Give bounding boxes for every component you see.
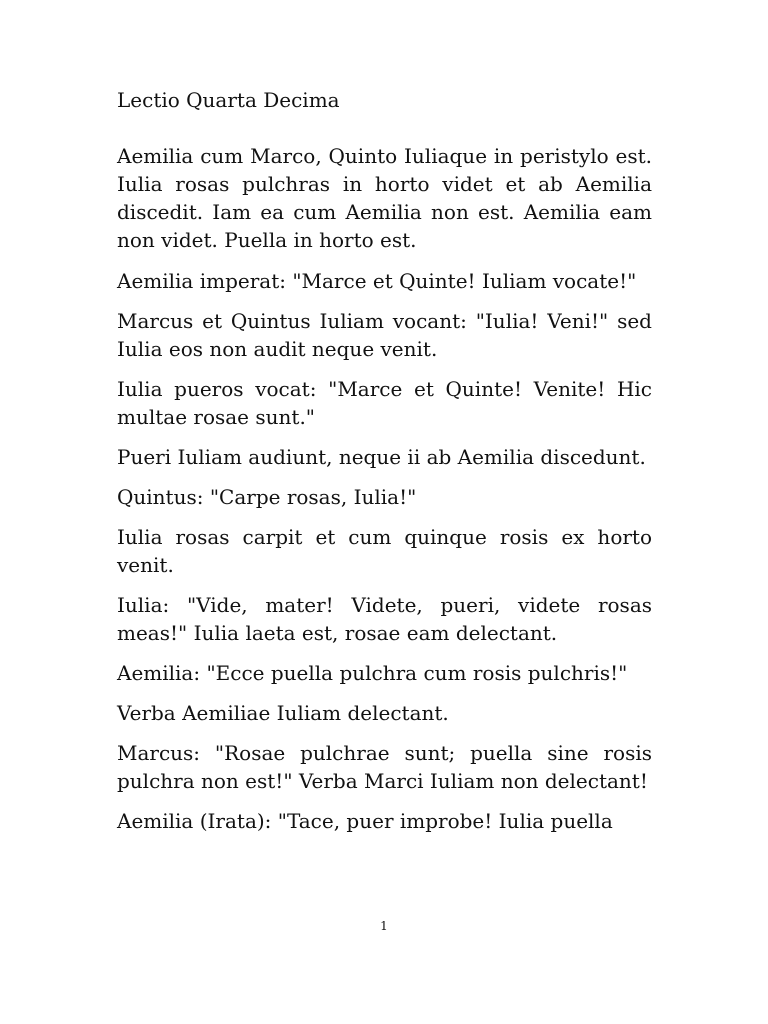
paragraph: Aemilia imperat: "Marce et Quinte! Iuliam vocate!" [117,269,637,293]
paragraph: Marcus: "Rosae pulchrae sunt; puella sine rosis pulchra non est!" Verba Marci Iuliam non delectant! [117,741,652,793]
paragraph: Aemilia cum Marco, Quinto Iuliaque in peristylo est. Iulia rosas pulchras in horto videt et ab Aemilia discedit. Iam ea cum Aemilia non est. Aemilia eam non videt. Puella in horto est. [117,144,652,252]
lesson-title: Lectio Quarta Decima [117,88,340,112]
paragraph: Verba Aemiliae Iuliam delectant. [117,701,449,725]
paragraph: Marcus et Quintus Iuliam vocant: "Iulia! Veni!" sed Iulia eos non audit neque venit. [117,309,652,361]
paragraph: Aemilia (Irata): "Tace, puer improbe! Iulia puella [117,809,613,833]
document-page [117,86,652,847]
paragraph: Pueri Iuliam audiunt, neque ii ab Aemilia discedunt. [117,445,646,469]
paragraph: Iulia: "Vide, mater! Videte, pueri, videte rosas meas!" Iulia laeta est, rosae eam delectant. [117,593,652,645]
page-number: 1 [380,919,388,933]
paragraph: Iulia rosas carpit et cum quinque rosis ex horto venit. [117,525,652,577]
paragraph: Iulia pueros vocat: "Marce et Quinte! Venite! Hic multae rosae sunt." [117,377,652,429]
paragraph: Quintus: "Carpe rosas, Iulia!" [117,485,417,509]
paragraph: Aemilia: "Ecce puella pulchra cum rosis pulchris!" [117,661,628,685]
